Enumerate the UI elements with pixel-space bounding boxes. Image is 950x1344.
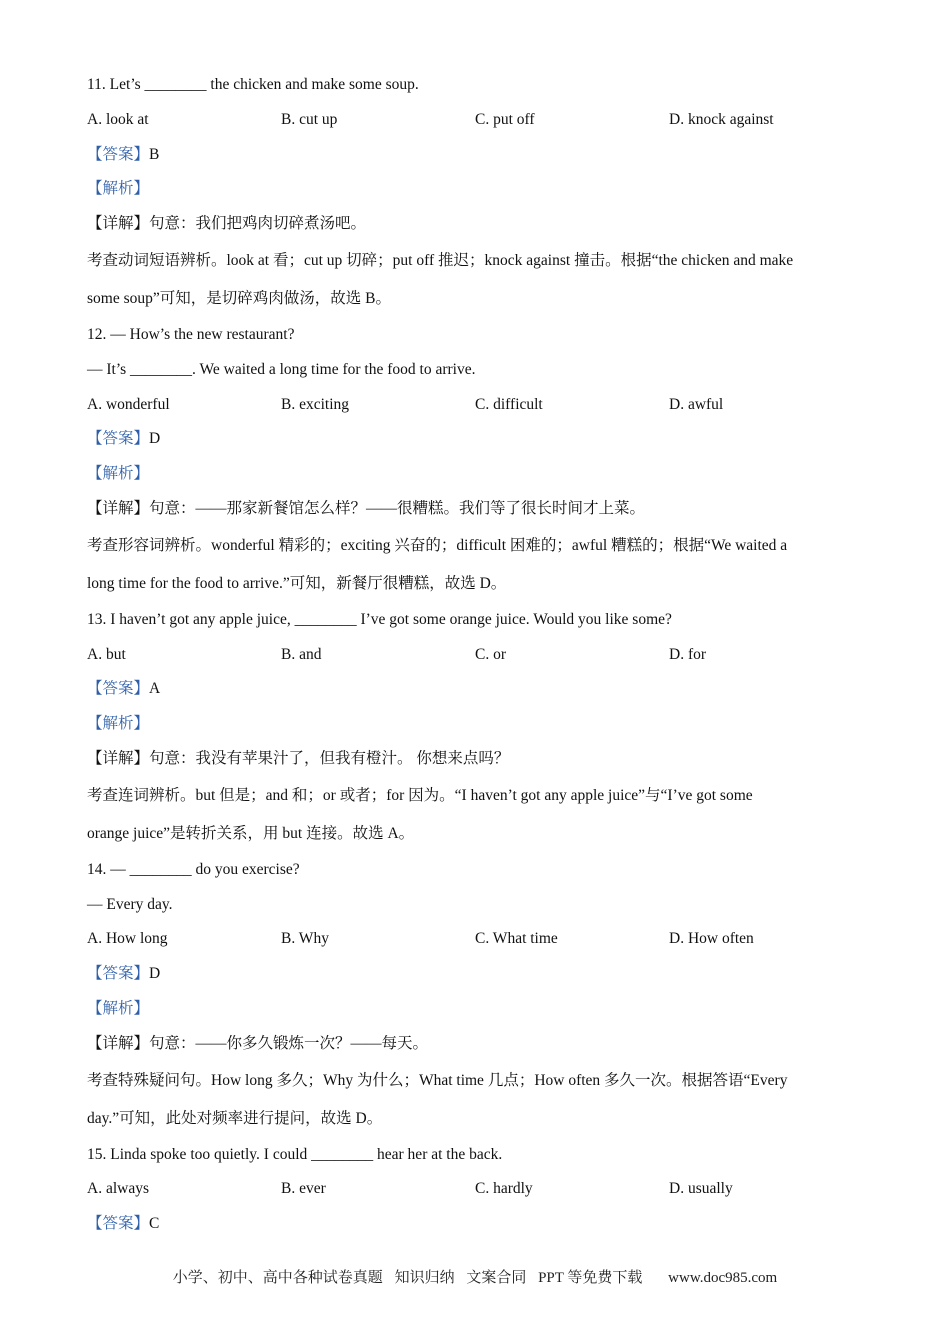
answer-label: 【答案】 xyxy=(87,430,150,448)
answer-line xyxy=(87,422,867,457)
options-row xyxy=(87,103,867,138)
question-stem: — Every day. xyxy=(87,895,173,913)
question-block xyxy=(87,318,867,603)
detail-label: 【详解】 xyxy=(87,749,150,767)
answer-label: 【答案】 xyxy=(87,965,150,983)
detail-label: 【详解】 xyxy=(87,499,150,517)
option: B. and xyxy=(281,645,322,663)
option: B. exciting xyxy=(281,395,350,413)
option: C. difficult xyxy=(475,395,543,413)
explanation-text: orange juice”是转折关系，用 but 连接。故选 A。 xyxy=(87,824,415,842)
explanation-text: 考查动词短语辨析。look at 看；cut up 切碎；put off 推迟；knock against 撞击。根据“the chicken and make xyxy=(87,251,794,269)
detail-line xyxy=(87,1027,867,1062)
answer-line xyxy=(87,672,867,707)
explanation-text: 考查形容词辨析。wonderful 精彩的；exciting 兴奋的；difficult 困难的；awful 糟糕的；根据“We waited a xyxy=(87,536,788,554)
answer-label: 【答案】 xyxy=(87,1215,150,1233)
detail-text: 句意：我们把鸡肉切碎煮汤吧。 xyxy=(149,215,367,233)
options-row xyxy=(87,922,867,957)
analysis-label: 【解析】 xyxy=(87,180,150,198)
question-block xyxy=(87,68,867,318)
detail-label: 【详解】 xyxy=(87,1034,150,1052)
footer-site-link[interactable]: www.doc985.com xyxy=(668,1270,778,1286)
question-stem: 15. Linda spoke too quietly. I could ________ hear her at the back. xyxy=(87,1145,503,1163)
explanation-text: some soup”可知，是切碎鸡肉做汤，故选 B。 xyxy=(87,289,391,307)
explanation-text: 考查连词辨析。but 但是；and 和；or 或者；for 因为。“I haven’t got any apple juice”与“I’ve got some xyxy=(87,786,753,804)
page-footer xyxy=(0,1266,950,1287)
answer-line xyxy=(87,1207,867,1242)
answer-label: 【答案】 xyxy=(87,145,150,163)
detail-line xyxy=(87,742,867,777)
options-row xyxy=(87,638,867,673)
answer-line xyxy=(87,138,867,173)
answer-value: B xyxy=(149,145,160,163)
option: C. What time xyxy=(475,930,558,948)
option: B. Why xyxy=(281,930,329,948)
answer-value: A xyxy=(149,680,161,698)
detail-text: 句意：我没有苹果汁了，但我有橙汁。 你想来点吗？ xyxy=(149,749,510,767)
analysis-line xyxy=(87,172,867,207)
option: C. put off xyxy=(475,110,535,128)
question-block xyxy=(87,603,867,853)
answer-value: D xyxy=(149,965,161,983)
detail-line xyxy=(87,492,867,527)
option: D. awful xyxy=(669,395,724,413)
answer-value: C xyxy=(149,1215,160,1233)
option: A. wonderful xyxy=(87,395,170,413)
question-stem: 12. — How’s the new restaurant? xyxy=(87,325,295,343)
analysis-label: 【解析】 xyxy=(87,999,150,1017)
option: A. always xyxy=(87,1180,149,1198)
option: D. for xyxy=(669,645,707,663)
question-stem: 13. I haven’t got any apple juice, ________ I’ve got some orange juice. Would you like some? xyxy=(87,610,672,628)
analysis-label: 【解析】 xyxy=(87,715,150,733)
question-block xyxy=(87,853,867,1138)
question-block xyxy=(87,1138,867,1242)
footer-item: 文案合同 xyxy=(466,1270,527,1286)
analysis-line xyxy=(87,707,867,742)
detail-line xyxy=(87,207,867,242)
explanation-text: 考查特殊疑问句。How long 多久；Why 为什么；What time 几点；How often 多久一次。根据答语“Every xyxy=(87,1071,788,1089)
answer-line xyxy=(87,957,867,992)
question-stem: 11. Let’s ________ the chicken and make some soup. xyxy=(87,76,419,93)
option: A. How long xyxy=(87,930,168,948)
option: C. hardly xyxy=(475,1180,533,1198)
detail-text: 句意：——那家新餐馆怎么样？——很糟糕。我们等了很长时间才上菜。 xyxy=(149,499,646,517)
detail-text: 句意：——你多久锻炼一次？——每天。 xyxy=(149,1034,429,1052)
detail-label: 【详解】 xyxy=(87,215,150,233)
footer-item: 知识归纳 xyxy=(394,1270,455,1286)
analysis-label: 【解析】 xyxy=(87,465,150,483)
footer-item: PPT 等免费下载 xyxy=(538,1270,643,1286)
option: C. or xyxy=(475,645,506,663)
explanation-text: day.”可知，此处对频率进行提问，故选 D。 xyxy=(87,1109,383,1127)
explanation-text: long time for the food to arrive.”可知，新餐厅很糟糕，故选 D。 xyxy=(87,574,507,592)
option: D. knock against xyxy=(669,110,774,128)
analysis-line xyxy=(87,992,867,1027)
question-stem: 14. — ________ do you exercise? xyxy=(87,860,300,878)
option: A. look at xyxy=(87,110,149,128)
options-row xyxy=(87,1172,867,1207)
option: A. but xyxy=(87,645,126,663)
question-stem: — It’s ________. We waited a long time for the food to arrive. xyxy=(87,360,476,378)
option: B. cut up xyxy=(281,110,338,128)
option: D. How often xyxy=(669,930,754,948)
option: D. usually xyxy=(669,1180,733,1198)
analysis-line xyxy=(87,457,867,492)
footer-item: 小学、初中、高中各种试卷真题 xyxy=(172,1270,383,1286)
answer-label: 【答案】 xyxy=(87,680,150,698)
option: B. ever xyxy=(281,1180,326,1198)
answer-value: D xyxy=(149,430,161,448)
exam-page xyxy=(87,68,867,1242)
options-row xyxy=(87,388,867,423)
